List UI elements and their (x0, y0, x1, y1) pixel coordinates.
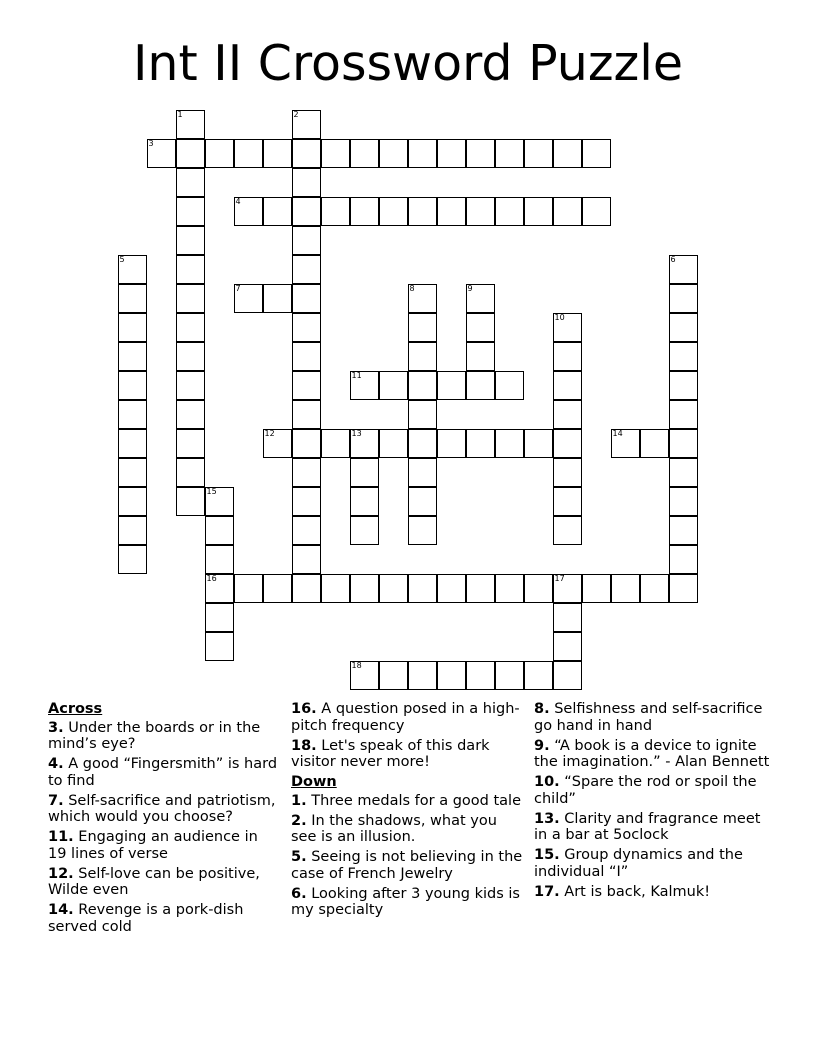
clue-text: Looking after 3 young kids is my specialty (291, 885, 520, 918)
grid-cell[interactable] (669, 429, 698, 458)
grid-cell[interactable] (118, 371, 147, 400)
grid-cell[interactable] (582, 139, 611, 168)
clue-across-14 (48, 902, 280, 935)
clues-column-3 (534, 701, 774, 904)
grid-cell[interactable] (176, 255, 205, 284)
clue-number: 4. (48, 756, 64, 772)
grid-cell[interactable] (176, 458, 205, 487)
clue-text: A question posed in a high-pitch frequency (291, 701, 520, 734)
clue-number: 5. (291, 849, 307, 865)
grid-cell[interactable] (118, 516, 147, 545)
clue-text: A good “Fingersmith” is hard to find (48, 756, 278, 789)
grid-cell[interactable] (118, 255, 147, 284)
cell-number: 11 (351, 370, 362, 380)
grid-cell[interactable] (205, 545, 234, 574)
grid-cell[interactable] (292, 313, 321, 342)
grid-cell[interactable] (669, 313, 698, 342)
clue-number: 10. (534, 774, 560, 790)
clue-down-17 (534, 884, 774, 901)
grid-cell[interactable] (408, 487, 437, 516)
grid-cell[interactable] (466, 284, 495, 313)
grid-cell[interactable] (466, 197, 495, 226)
grid-cell[interactable] (408, 458, 437, 487)
grid-cell[interactable] (466, 371, 495, 400)
clue-text: “A book is a device to ignite the imagination.” - Alan Bennett (534, 737, 770, 770)
grid-cell[interactable] (321, 139, 350, 168)
grid-cell[interactable] (524, 574, 553, 603)
clue-text: Self-sacrifice and patriotism, which would you choose? (48, 792, 276, 825)
grid-cell[interactable] (205, 632, 234, 661)
grid-cell[interactable] (234, 139, 263, 168)
grid-cell[interactable] (524, 197, 553, 226)
grid-cell[interactable] (553, 371, 582, 400)
clue-text: Group dynamics and the individual “I” (534, 847, 743, 880)
clue-text: Engaging an audience in 19 lines of verse (48, 829, 258, 862)
clue-number: 3. (48, 719, 64, 736)
grid-cell[interactable] (292, 516, 321, 545)
grid-cell[interactable] (379, 661, 408, 690)
cell-number: 4 (235, 196, 241, 206)
grid-cell[interactable] (292, 487, 321, 516)
cell-number: 1 (177, 109, 183, 119)
clue-text: In the shadows, what you see is an illusion. (291, 812, 497, 845)
grid-cell[interactable] (350, 197, 379, 226)
grid-cell[interactable] (582, 197, 611, 226)
grid-cell[interactable] (379, 371, 408, 400)
down-heading: Down (291, 774, 337, 790)
clue-down-5 (291, 849, 523, 882)
clue-number: 1. (291, 792, 307, 809)
cell-number: 5 (119, 254, 125, 264)
clue-across-18 (291, 738, 523, 771)
grid-cell[interactable] (234, 284, 263, 313)
grid-cell[interactable] (147, 139, 176, 168)
grid-cell[interactable] (524, 139, 553, 168)
clues-column-2 (291, 701, 523, 922)
grid-cell[interactable] (176, 110, 205, 139)
cell-number: 7 (235, 283, 241, 293)
clue-text: Revenge is a pork-dish served cold (48, 902, 244, 935)
grid-cell[interactable] (292, 168, 321, 197)
grid-cell[interactable] (263, 197, 292, 226)
grid-cell[interactable] (640, 574, 669, 603)
clue-down-9 (534, 738, 774, 771)
grid-cell[interactable] (669, 516, 698, 545)
grid-cell[interactable] (553, 429, 582, 458)
grid-cell[interactable] (292, 574, 321, 603)
grid-cell[interactable] (437, 197, 466, 226)
grid-cell[interactable] (466, 661, 495, 690)
clue-text: Under the boards or in the mind’s eye? (48, 719, 261, 752)
grid-cell[interactable] (350, 516, 379, 545)
cell-number: 9 (467, 283, 473, 293)
clue-number: 13. (534, 810, 560, 827)
cell-number: 8 (409, 283, 415, 293)
grid-cell[interactable] (669, 400, 698, 429)
clue-text: Three medals for a good tale (311, 792, 522, 809)
grid-cell[interactable] (611, 429, 640, 458)
clue-text: Self-love can be positive, Wilde even (48, 865, 260, 898)
grid-cell[interactable] (176, 284, 205, 313)
grid-cell[interactable] (234, 197, 263, 226)
clue-down-8 (534, 701, 774, 734)
grid-cell[interactable] (321, 574, 350, 603)
grid-cell[interactable] (408, 574, 437, 603)
grid-cell[interactable] (292, 371, 321, 400)
grid-cell[interactable] (553, 603, 582, 632)
grid-cell[interactable] (495, 371, 524, 400)
grid-cell[interactable] (553, 313, 582, 342)
clue-down-2 (291, 813, 523, 846)
clue-down-6 (291, 886, 523, 919)
grid-cell[interactable] (669, 371, 698, 400)
grid-cell[interactable] (408, 342, 437, 371)
grid-cell[interactable] (176, 342, 205, 371)
cell-number: 10 (554, 312, 565, 322)
grid-cell[interactable] (350, 661, 379, 690)
grid-cell[interactable] (495, 429, 524, 458)
grid-cell[interactable] (350, 371, 379, 400)
grid-cell[interactable] (205, 139, 234, 168)
grid-cell[interactable] (611, 574, 640, 603)
grid-cell[interactable] (437, 139, 466, 168)
clue-number: 16. (291, 701, 317, 717)
cell-number: 14 (612, 428, 623, 438)
grid-cell[interactable] (553, 661, 582, 690)
grid-cell[interactable] (669, 458, 698, 487)
grid-cell[interactable] (176, 487, 205, 516)
grid-cell[interactable] (118, 342, 147, 371)
page-title: Int II Crossword Puzzle (132, 35, 684, 92)
grid-cell[interactable] (408, 400, 437, 429)
cell-number: 12 (264, 428, 275, 438)
grid-cell[interactable] (408, 429, 437, 458)
grid-cell[interactable] (205, 603, 234, 632)
grid-cell[interactable] (176, 139, 205, 168)
grid-cell[interactable] (118, 429, 147, 458)
grid-cell[interactable] (640, 429, 669, 458)
grid-cell[interactable] (669, 284, 698, 313)
grid-cell[interactable] (553, 197, 582, 226)
grid-cell[interactable] (553, 574, 582, 603)
clue-down-15 (534, 847, 774, 880)
grid-cell[interactable] (292, 400, 321, 429)
grid-cell[interactable] (176, 371, 205, 400)
clue-across-7 (48, 793, 280, 826)
grid-cell[interactable] (669, 574, 698, 603)
grid-cell[interactable] (292, 458, 321, 487)
cell-number: 15 (206, 486, 217, 496)
grid-cell[interactable] (495, 661, 524, 690)
grid-cell[interactable] (205, 516, 234, 545)
clue-text: “Spare the rod or spoil the child” (534, 774, 757, 807)
grid-cell[interactable] (408, 284, 437, 313)
clue-text: Let's speak of this dark visitor never more! (291, 737, 490, 770)
grid-cell[interactable] (118, 284, 147, 313)
grid-cell[interactable] (350, 139, 379, 168)
grid-cell[interactable] (292, 139, 321, 168)
grid-cell[interactable] (524, 661, 553, 690)
grid-cell[interactable] (669, 545, 698, 574)
grid-cell[interactable] (379, 139, 408, 168)
grid-cell[interactable] (118, 313, 147, 342)
clue-down-13 (534, 811, 774, 844)
grid-cell[interactable] (379, 429, 408, 458)
grid-cell[interactable] (466, 574, 495, 603)
grid-cell[interactable] (234, 574, 263, 603)
grid-cell[interactable] (292, 342, 321, 371)
clue-text: Selfishness and self-sacrifice go hand in hand (534, 701, 763, 734)
grid-cell[interactable] (350, 429, 379, 458)
cell-number: 13 (351, 428, 362, 438)
grid-cell[interactable] (553, 632, 582, 661)
clues-column-1 (48, 701, 280, 939)
grid-cell[interactable] (466, 313, 495, 342)
grid-cell[interactable] (350, 574, 379, 603)
grid-cell[interactable] (263, 284, 292, 313)
clue-number: 2. (291, 812, 307, 829)
cell-number: 3 (148, 138, 154, 148)
grid-cell[interactable] (408, 371, 437, 400)
grid-cell[interactable] (292, 545, 321, 574)
clue-number: 11. (48, 829, 74, 845)
grid-cell[interactable] (118, 487, 147, 516)
cell-number: 2 (293, 109, 299, 119)
grid-cell[interactable] (553, 342, 582, 371)
grid-cell[interactable] (669, 255, 698, 284)
grid-cell[interactable] (408, 661, 437, 690)
grid-cell[interactable] (495, 197, 524, 226)
grid-cell[interactable] (437, 429, 466, 458)
clue-number: 7. (48, 792, 64, 809)
clue-across-16 (291, 701, 523, 734)
grid-cell[interactable] (553, 400, 582, 429)
grid-cell[interactable] (553, 487, 582, 516)
grid-cell[interactable] (118, 400, 147, 429)
cell-number: 6 (670, 254, 676, 264)
grid-cell[interactable] (176, 168, 205, 197)
grid-cell[interactable] (495, 139, 524, 168)
cell-number: 17 (554, 573, 565, 583)
grid-cell[interactable] (379, 574, 408, 603)
grid-cell[interactable] (408, 313, 437, 342)
grid-cell[interactable] (176, 197, 205, 226)
grid-cell[interactable] (408, 139, 437, 168)
grid-cell[interactable] (263, 139, 292, 168)
grid-cell[interactable] (205, 574, 234, 603)
grid-cell[interactable] (350, 487, 379, 516)
grid-cell[interactable] (553, 458, 582, 487)
grid-cell[interactable] (263, 574, 292, 603)
cell-number: 18 (351, 660, 362, 670)
grid-cell[interactable] (176, 400, 205, 429)
clue-across-11 (48, 829, 280, 862)
across-heading: Across (48, 701, 103, 717)
clue-down-10 (534, 774, 774, 807)
clue-number: 12. (48, 865, 74, 882)
grid-cell[interactable] (292, 284, 321, 313)
cell-number: 16 (206, 573, 217, 583)
grid-cell[interactable] (524, 429, 553, 458)
grid-cell[interactable] (437, 371, 466, 400)
clue-down-1 (291, 793, 523, 810)
grid-cell[interactable] (292, 255, 321, 284)
grid-cell[interactable] (176, 226, 205, 255)
grid-cell[interactable] (350, 458, 379, 487)
grid-cell[interactable] (176, 313, 205, 342)
grid-cell[interactable] (466, 429, 495, 458)
clue-number: 18. (291, 737, 317, 754)
grid-cell[interactable] (408, 516, 437, 545)
grid-cell[interactable] (582, 574, 611, 603)
grid-cell[interactable] (379, 197, 408, 226)
clue-across-12 (48, 866, 280, 899)
grid-cell[interactable] (669, 342, 698, 371)
grid-cell[interactable] (669, 487, 698, 516)
grid-cell[interactable] (176, 429, 205, 458)
clue-text: Clarity and fragrance meet in a bar at 5oclock (534, 810, 761, 843)
grid-cell[interactable] (437, 574, 466, 603)
clue-across-4 (48, 756, 280, 789)
clue-number: 6. (291, 885, 307, 902)
grid-cell[interactable] (292, 429, 321, 458)
clue-number: 17. (534, 883, 560, 900)
clue-number: 14. (48, 902, 74, 918)
clue-number: 9. (534, 737, 550, 754)
grid-cell[interactable] (466, 139, 495, 168)
clue-text: Seeing is not believing in the case of French Jewelry (291, 849, 523, 882)
grid-cell[interactable] (408, 197, 437, 226)
clue-number: 15. (534, 847, 560, 863)
grid-cell[interactable] (466, 342, 495, 371)
grid-cell[interactable] (437, 661, 466, 690)
clue-across-3 (48, 720, 280, 753)
grid-cell[interactable] (321, 429, 350, 458)
grid-cell[interactable] (292, 197, 321, 226)
clue-text: Art is back, Kalmuk! (564, 883, 711, 900)
grid-cell[interactable] (118, 545, 147, 574)
grid-cell[interactable] (292, 226, 321, 255)
grid-cell[interactable] (553, 139, 582, 168)
grid-cell[interactable] (495, 574, 524, 603)
grid-cell[interactable] (553, 516, 582, 545)
grid-cell[interactable] (205, 487, 234, 516)
clue-number: 8. (534, 701, 550, 717)
grid-cell[interactable] (292, 110, 321, 139)
grid-cell[interactable] (321, 197, 350, 226)
grid-cell[interactable] (118, 458, 147, 487)
grid-cell[interactable] (263, 429, 292, 458)
